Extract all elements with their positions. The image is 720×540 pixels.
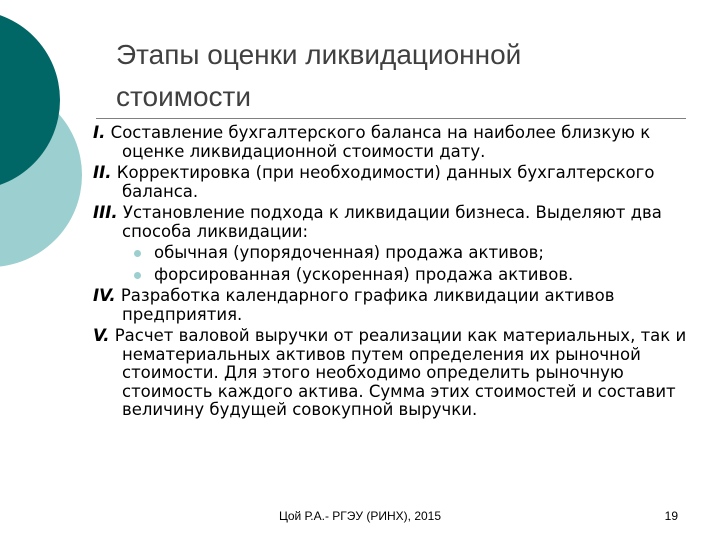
item-number: III. <box>93 203 118 222</box>
list-item-3 <box>93 204 703 241</box>
item-text: Разработка календарного графика ликвидации активов предприятия. <box>115 286 615 324</box>
title-divider <box>96 118 686 119</box>
item-number: II. <box>93 163 112 182</box>
sub-item-1 <box>93 244 703 263</box>
list-item-1 <box>93 124 703 161</box>
sub-item-text: форсированная (ускоренная) продажа активов. <box>154 264 574 284</box>
slide-title: Этапы оценки ликвидационной стоимости <box>116 39 522 112</box>
list-item-4 <box>93 287 703 324</box>
item-number: I. <box>93 123 106 142</box>
bullet-icon <box>134 272 141 279</box>
item-text: Составление бухгалтерского баланса на наиболее близкую к оценке ликвидационной стоимости дату. <box>105 123 651 161</box>
page-number: 19 <box>664 509 678 523</box>
item-number: V. <box>93 326 110 345</box>
list-item-5 <box>93 327 703 420</box>
slide-content <box>93 124 703 423</box>
item-text: Расчет валовой выручки от реализации как материальных, так и нематериальных активов путем определения их рыночной стоимости. Для этого необходимо определить рыночную стоимость каждого актива. Сумма этих стоимостей и составит величину будущей совокупной выручки. <box>109 326 687 419</box>
item-text: Корректировка (при необходимости) данных бухгалтерского баланса. <box>111 163 655 201</box>
bullet-icon <box>134 250 141 257</box>
footer-author: Цой Р.А.- РГЭУ (РИНХ), 2015 <box>278 509 442 523</box>
sub-item-text: обычная (упорядоченная) продажа активов; <box>154 243 544 262</box>
sub-item-2 <box>93 266 703 285</box>
item-text: Установление подхода к ликвидации бизнеса. Выделяют два способа ликвидации: <box>117 203 662 241</box>
list-item-2 <box>93 164 703 201</box>
item-number: IV. <box>93 286 116 305</box>
